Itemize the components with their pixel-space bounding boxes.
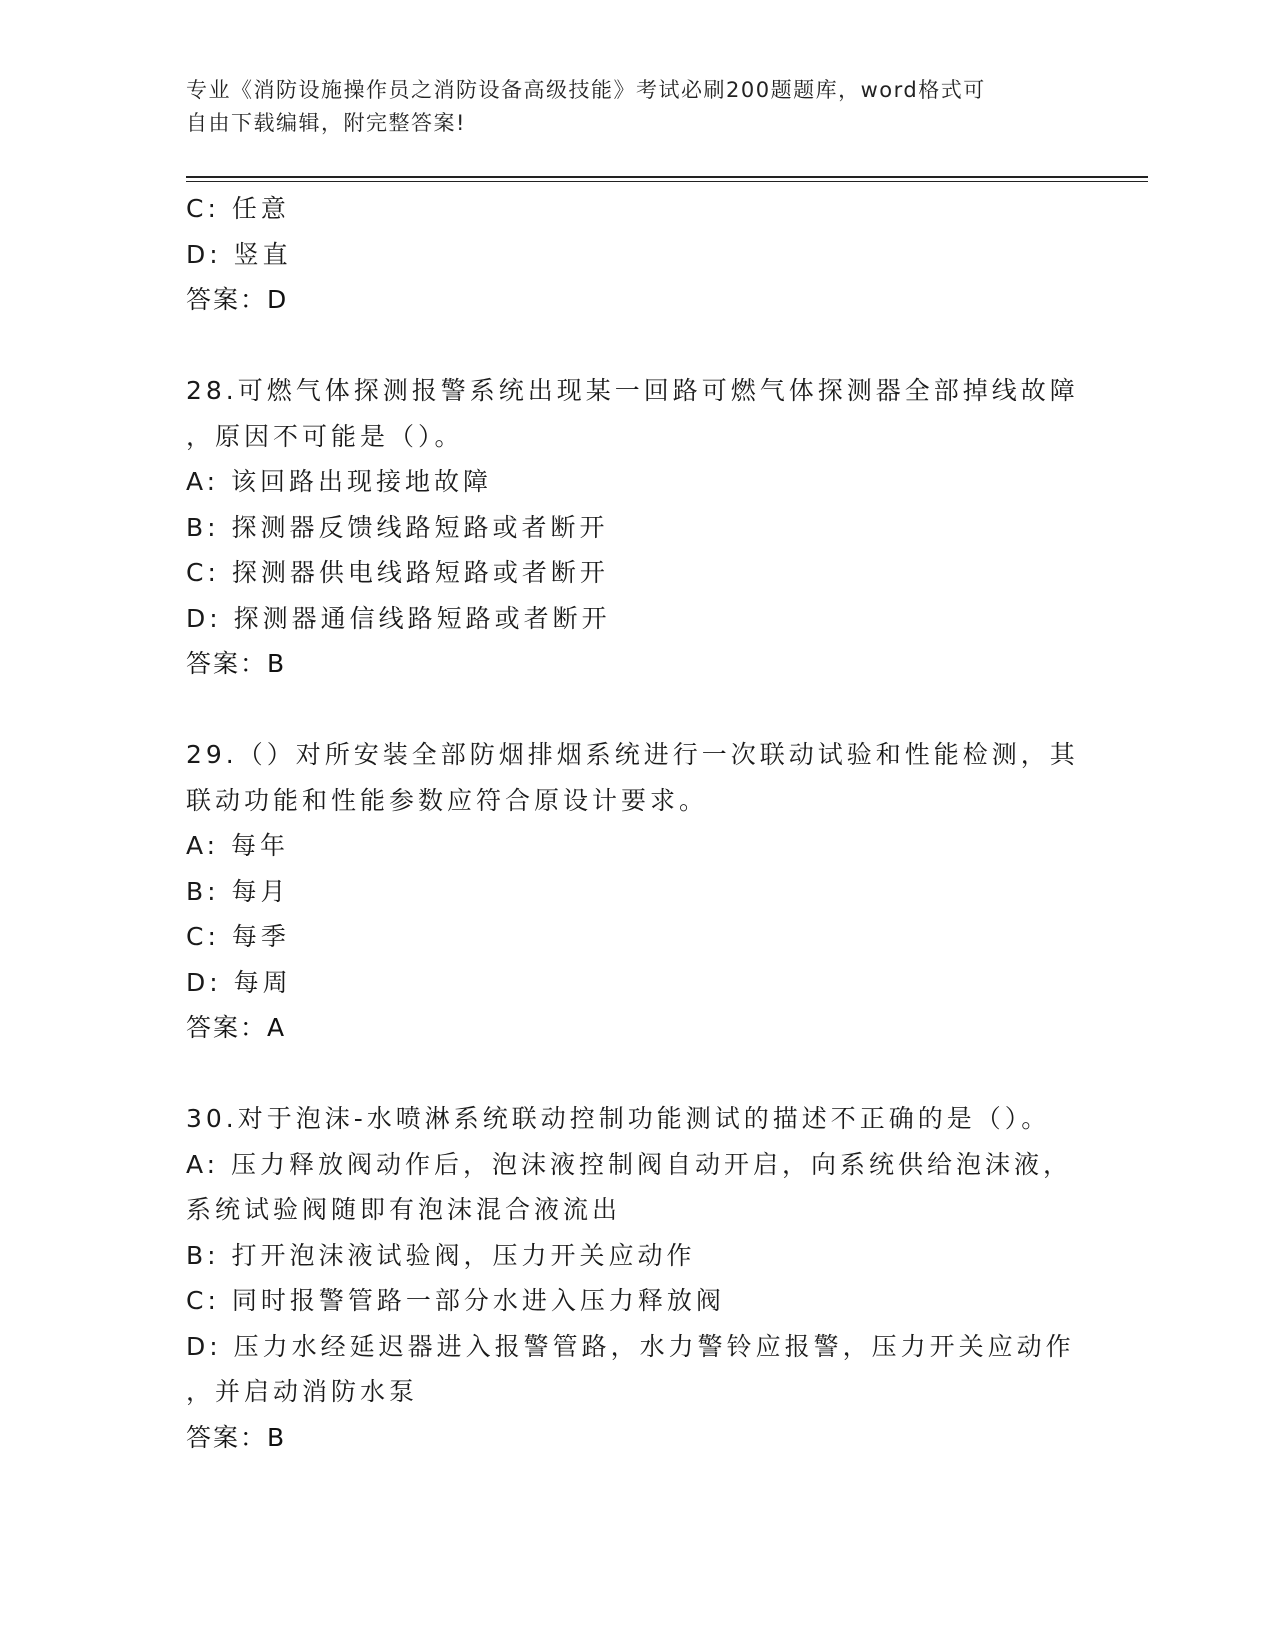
question-stem-line-1: 29.（）对所安装全部防烟排烟系统进行一次联动试验和性能检测，其	[186, 740, 1079, 769]
answer-line: 答案：B	[186, 649, 287, 678]
header-title-line-2: 自由下载编辑，附完整答案!	[186, 111, 466, 135]
option-a: A: 该回路出现接地故障	[186, 467, 493, 496]
answer-line: 答案：D	[186, 285, 289, 314]
question-29	[186, 732, 1086, 1051]
option-d: D: 竖直	[186, 239, 292, 269]
question-27	[186, 186, 1086, 323]
question-stem-line-2: 联动功能和性能参数应符合原设计要求。	[186, 785, 709, 815]
spacer	[186, 1051, 1086, 1097]
option-a: A: 每年	[186, 831, 290, 860]
header-title-line-1: 专业《消防设施操作员之消防设备高级技能》考试必刷200题题库，word格式可	[186, 78, 986, 102]
spacer	[186, 687, 1086, 733]
option-b: B: 打开泡沫液试验阀，压力开关应动作	[186, 1240, 696, 1270]
question-28	[186, 368, 1086, 687]
option-c: C: 探测器供电线路短路或者断开	[186, 558, 609, 587]
option-d-continued: ，并启动消防水泵	[186, 1377, 419, 1406]
question-list	[186, 186, 1086, 1460]
question-stem-line-1: 28.可燃气体探测报警系统出现某一回路可燃气体探测器全部掉线故障	[186, 376, 1079, 405]
answer-line: 答案：A	[186, 1013, 287, 1042]
option-c: C: 任意	[186, 194, 290, 223]
question-stem-line-2: ，原因不可能是（）。	[186, 421, 464, 451]
question-30	[186, 1096, 1086, 1460]
option-d: D: 探测器通信线路短路或者断开	[186, 603, 611, 633]
option-b: B: 探测器反馈线路短路或者断开	[186, 512, 609, 542]
option-b: B: 每月	[186, 876, 290, 906]
option-d: D: 压力水经延迟器进入报警管路，水力警铃应报警，压力开关应动作	[186, 1331, 1075, 1361]
answer-line: 答案：B	[186, 1422, 287, 1452]
option-c: C: 同时报警管路一部分水进入压力释放阀	[186, 1286, 725, 1315]
page-header	[186, 74, 1066, 140]
question-stem-line-1: 30.对于泡沫-水喷淋系统联动控制功能测试的描述不正确的是（）。	[186, 1104, 1051, 1133]
spacer	[186, 323, 1086, 369]
option-a: A: 压力释放阀动作后，泡沫液控制阀自动开启，向系统供给泡沫液，	[186, 1149, 1073, 1179]
option-c: C: 每季	[186, 922, 290, 951]
option-a-continued: 系统试验阀随即有泡沫混合液流出	[186, 1195, 622, 1224]
header-divider-thin	[186, 181, 1148, 182]
option-d: D: 每周	[186, 967, 292, 997]
header-divider-thick	[186, 176, 1148, 178]
